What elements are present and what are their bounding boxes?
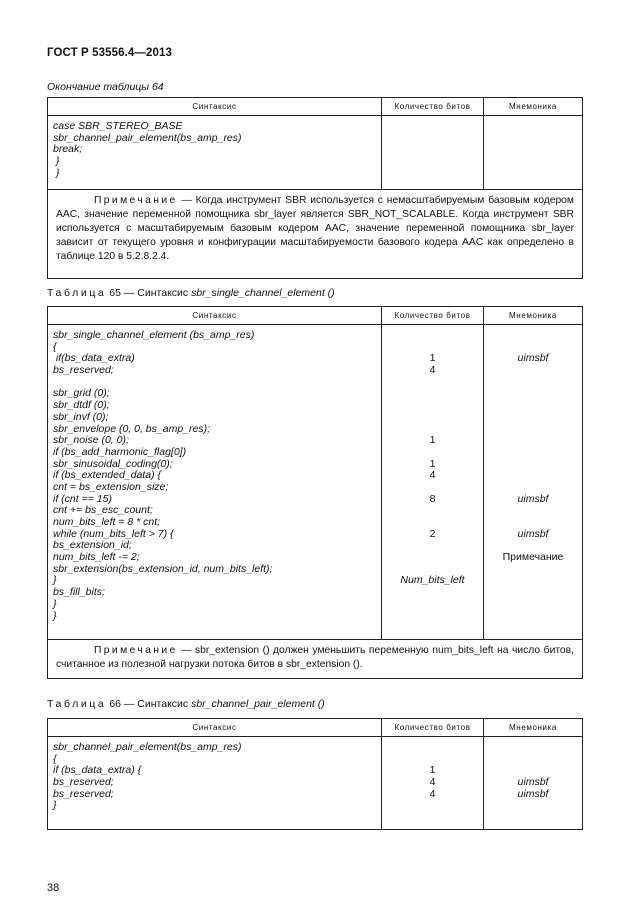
page-number: 38 bbox=[47, 882, 60, 894]
table66-code bbox=[48, 737, 381, 816]
code-line: sbr_channel_pair_element(bs_amp_res) bbox=[53, 741, 242, 753]
table64-body-row bbox=[48, 116, 583, 190]
code-line: bs_extension_id; bbox=[53, 539, 132, 552]
table66-mnemonics bbox=[484, 737, 582, 816]
table64-caption-text: Окончание таблицы 64 bbox=[47, 81, 164, 93]
bits-value: 4 bbox=[429, 787, 436, 800]
mnemonic-value bbox=[484, 575, 582, 587]
table64 bbox=[47, 97, 583, 279]
code-line: sbr_envelope (0, 0, bs_amp_res); bbox=[53, 422, 211, 435]
bits-value bbox=[382, 552, 483, 564]
mnemonic-value bbox=[484, 482, 582, 494]
table65-body-row bbox=[48, 325, 583, 640]
code-line: break; bbox=[53, 143, 83, 156]
table65-mnem-cell bbox=[484, 325, 583, 640]
mnemonic-value bbox=[484, 365, 582, 377]
mnemonic-value bbox=[484, 754, 582, 766]
table65-caption bbox=[47, 287, 335, 299]
bits-value bbox=[382, 330, 483, 342]
code-line: sbr_sinusoidal_coding(0); bbox=[53, 457, 173, 470]
mnemonic-value bbox=[484, 330, 582, 342]
code-line: } bbox=[53, 166, 60, 179]
table65-note-row bbox=[48, 640, 583, 679]
table66-caption-prefix: Таблица bbox=[47, 698, 107, 710]
mnemonic-value bbox=[484, 564, 582, 576]
code-line: { bbox=[53, 752, 57, 765]
bits-value bbox=[382, 800, 483, 812]
code-line: bs_reserved; bbox=[53, 364, 114, 377]
mnemonic-value bbox=[484, 435, 582, 447]
bits-value: 4 bbox=[429, 364, 436, 377]
table64-note bbox=[48, 190, 582, 270]
mnemonic-value: uimsbf bbox=[517, 527, 549, 540]
code-line: sbr_single_channel_element (bs_amp_res) bbox=[53, 329, 255, 341]
table65-header-row bbox=[48, 307, 583, 325]
table65-note-cell bbox=[48, 640, 583, 679]
code-line: if (bs_add_harmonic_flag[0]) bbox=[53, 445, 187, 458]
table64-note-cell bbox=[48, 190, 583, 279]
table65-code-cell bbox=[48, 325, 382, 640]
code-line: if (bs_extended_data) { bbox=[53, 469, 161, 482]
mnemonic-value: uimsbf bbox=[517, 787, 549, 800]
code-line: if (cnt == 15) bbox=[53, 492, 112, 505]
mnemonic-value: uimsbf bbox=[517, 776, 549, 789]
col-mnemonic-header: Мнемоника bbox=[484, 307, 583, 325]
bits-value: 4 bbox=[429, 469, 436, 482]
col-syntax-header: Синтаксис bbox=[48, 719, 382, 737]
bits-value: 1 bbox=[429, 764, 436, 777]
table65-caption-rest: 65 — Синтаксис bbox=[106, 287, 192, 299]
table65-mnemonics bbox=[484, 325, 582, 626]
mnemonic-value bbox=[484, 447, 582, 459]
bits-value bbox=[382, 447, 483, 459]
mnemonic-value bbox=[484, 611, 582, 623]
bits-value bbox=[382, 482, 483, 494]
table66 bbox=[47, 718, 583, 830]
mnemonic-value bbox=[484, 459, 582, 471]
bits-value: 4 bbox=[429, 776, 436, 789]
bits-value bbox=[382, 517, 483, 529]
code-line: } bbox=[53, 799, 57, 812]
bits-value: 1 bbox=[429, 434, 436, 447]
code-line: sbr_channel_pair_element(bs_amp_res) bbox=[53, 131, 242, 144]
mnemonic-value bbox=[484, 505, 582, 517]
code-line: num_bits_left = 8 * cnt; bbox=[53, 516, 161, 528]
table65-note bbox=[48, 640, 582, 678]
bits-value bbox=[382, 505, 483, 517]
table64-bits-cell bbox=[382, 116, 484, 190]
table66-mnem-cell bbox=[484, 737, 583, 830]
table65-caption-func: sbr_single_channel_element () bbox=[191, 287, 335, 299]
bits-value bbox=[382, 742, 483, 754]
mnemonic-value bbox=[484, 412, 582, 424]
code-line: if (bs_data_extra) { bbox=[53, 764, 142, 777]
col-bits-header: Количество битов bbox=[382, 98, 484, 116]
bits-value bbox=[382, 611, 483, 623]
table64-note-label: Примечание bbox=[94, 195, 178, 206]
col-mnemonic-header: Мнемоника bbox=[484, 719, 583, 737]
mnemonic-value bbox=[484, 800, 582, 812]
code-line: cnt = bs_extension_size; bbox=[53, 480, 169, 493]
code-line: cnt += bs_esc_count; bbox=[53, 504, 153, 517]
bits-value bbox=[382, 377, 483, 389]
col-bits-header: Количество битов bbox=[382, 719, 484, 737]
code-line: while (num_bits_left > 7) { bbox=[53, 527, 174, 540]
table66-caption-rest: 66 — Синтаксис bbox=[106, 698, 192, 710]
table66-caption-func: sbr_channel_pair_element () bbox=[191, 698, 325, 710]
table64-note-row bbox=[48, 190, 583, 279]
mnemonic-value bbox=[484, 587, 582, 599]
table65-note-text: — sbr_extension () должен уменьшить переменную num_bits_left на число битов, считанное из полезной нагрузки потока битов в sbr_extension (). bbox=[56, 645, 574, 670]
mnemonic-value bbox=[484, 400, 582, 412]
table66-header-row bbox=[48, 719, 583, 737]
table65-bits bbox=[382, 325, 483, 626]
col-syntax-header: Синтаксис bbox=[48, 307, 382, 325]
code-line: case SBR_STEREO_BASE bbox=[53, 120, 183, 132]
code-line: sbr_dtdf (0); bbox=[53, 399, 110, 412]
table65-note-label: Примечание bbox=[94, 645, 178, 656]
mnemonic-value bbox=[484, 424, 582, 436]
table64-mnem-cell bbox=[484, 116, 583, 190]
mnemonic-value bbox=[484, 388, 582, 400]
mnemonic-value: Примечание bbox=[502, 551, 564, 564]
col-syntax-header: Синтаксис bbox=[48, 98, 382, 116]
code-line: if(bs_data_extra) bbox=[53, 352, 135, 365]
mnemonic-value bbox=[484, 742, 582, 754]
mnemonic-value bbox=[484, 599, 582, 611]
bits-value bbox=[382, 587, 483, 599]
table65 bbox=[47, 306, 583, 679]
code-line: bs_fill_bits; bbox=[53, 586, 105, 599]
bits-value bbox=[382, 599, 483, 611]
table66-bits bbox=[382, 737, 483, 816]
code-line: num_bits_left -= 2; bbox=[53, 551, 140, 564]
table66-caption bbox=[47, 698, 325, 710]
bits-value: 2 bbox=[429, 527, 436, 540]
table64-code bbox=[48, 116, 381, 183]
code-line: bs_reserved; bbox=[53, 776, 114, 789]
table64-code-cell bbox=[48, 116, 382, 190]
table65-bits-cell bbox=[382, 325, 484, 640]
bits-value bbox=[382, 412, 483, 424]
code-line: sbr_grid (0); bbox=[53, 387, 110, 400]
document-header: ГОСТ Р 53556.4—2013 bbox=[47, 47, 172, 59]
mnemonic-value bbox=[484, 470, 582, 482]
code-line: bs_reserved; bbox=[53, 787, 114, 800]
col-mnemonic-header: Мнемоника bbox=[484, 98, 583, 116]
bits-value bbox=[382, 388, 483, 400]
mnemonic-value: uimsbf bbox=[517, 492, 549, 505]
code-line: } bbox=[53, 155, 60, 168]
table66-bits-cell bbox=[382, 737, 484, 830]
code-line: } bbox=[53, 574, 57, 587]
code-line: sbr_noise (0, 0); bbox=[53, 434, 129, 447]
code-line: sbr_extension(bs_extension_id, num_bits_left); bbox=[53, 562, 273, 575]
table64-header-row bbox=[48, 98, 583, 116]
table66-code-cell bbox=[48, 737, 382, 830]
bits-value: Num_bits_left bbox=[400, 574, 465, 587]
code-line: { bbox=[53, 340, 57, 353]
bits-value bbox=[382, 540, 483, 552]
bits-value: 1 bbox=[429, 457, 436, 470]
mnemonic-value bbox=[484, 517, 582, 529]
col-bits-header: Количество битов bbox=[382, 307, 484, 325]
bits-value: 8 bbox=[429, 492, 436, 505]
bits-value: 1 bbox=[429, 352, 436, 365]
code-line: } bbox=[53, 597, 57, 610]
code-line: } bbox=[53, 609, 57, 622]
code-line: sbr_invf (0); bbox=[53, 410, 109, 423]
table65-code bbox=[48, 325, 381, 626]
table64-note-text: — Когда инструмент SBR используется с немасштабируемым базовым кодером AAC, значение переменной помощника sbr_layer является SBR_NOT_SCALABLE. Когда инструмент SBR используется с масштабируемым базовым кодером AAC, значение переменной помощника sbr_layer зависит от текущего уровня и конфигурации масштабируемости базового кодера AAC как определено в таблице 120 в 5.2.8.2.4. bbox=[56, 195, 574, 262]
mnemonic-value bbox=[484, 377, 582, 389]
table64-caption bbox=[47, 81, 164, 93]
table65-caption-prefix: Таблица bbox=[47, 287, 107, 299]
bits-value bbox=[382, 400, 483, 412]
mnemonic-value: uimsbf bbox=[517, 352, 549, 365]
table66-body-row bbox=[48, 737, 583, 830]
